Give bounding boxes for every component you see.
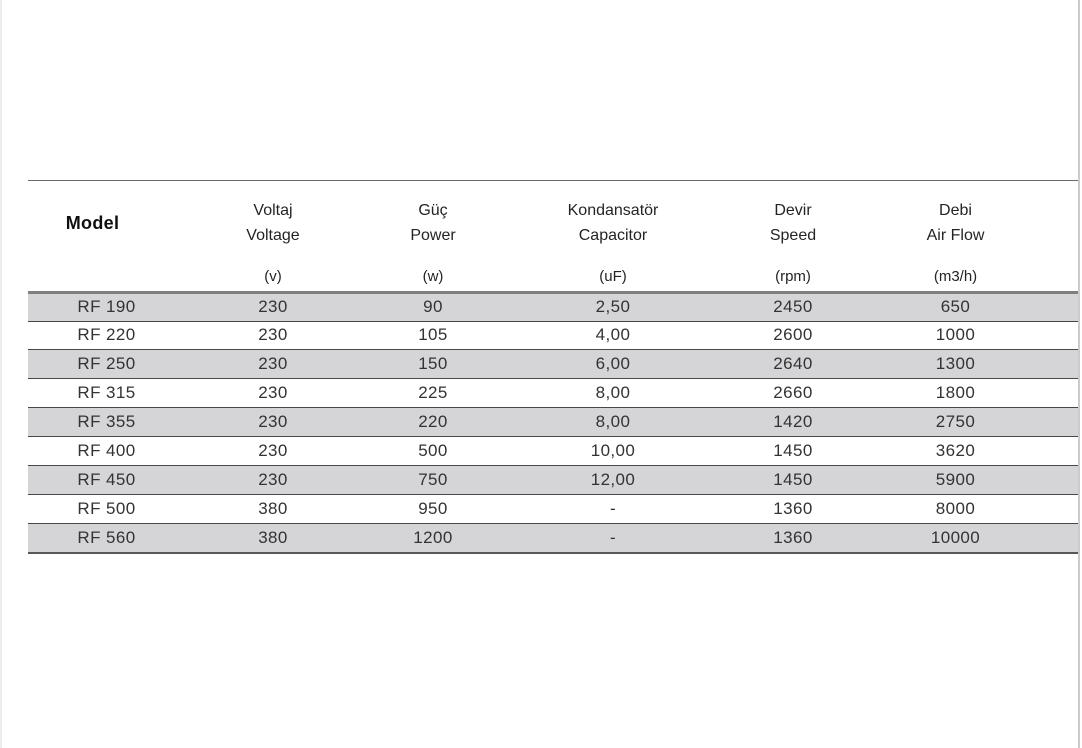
cell-capacitor: - xyxy=(609,527,617,547)
cell-power: 500 xyxy=(418,441,448,460)
cell-voltage: 230 xyxy=(258,297,288,317)
column-header-speed xyxy=(713,198,873,248)
cell-power: 90 xyxy=(423,297,443,317)
cell-airflow: 1800 xyxy=(935,383,976,403)
column-header-capacitor xyxy=(513,198,713,248)
cell-speed: 1420 xyxy=(773,412,813,432)
column-header-power xyxy=(353,198,513,248)
column-label: Devir xyxy=(774,202,812,219)
cell-speed: 2600 xyxy=(773,325,813,345)
table-row xyxy=(28,523,1078,552)
cell-model: RF 190 xyxy=(77,297,136,317)
cell-model: RF 220 xyxy=(77,325,136,345)
cell-voltage: 380 xyxy=(258,527,288,547)
cell-power: 220 xyxy=(418,412,448,432)
page-right-edge-line xyxy=(1078,0,1080,748)
table-row xyxy=(28,494,1078,523)
cell-speed: 2450 xyxy=(773,297,813,317)
cell-voltage: 230 xyxy=(258,412,288,432)
cell-capacitor: 10,00 xyxy=(590,441,636,460)
column-label-translation: Air Flow xyxy=(926,227,985,244)
cell-power: 1200 xyxy=(413,527,453,547)
cell-airflow: 10000 xyxy=(930,527,981,547)
cell-voltage: 230 xyxy=(258,441,288,460)
cell-model: RF 400 xyxy=(77,441,136,460)
cell-power: 105 xyxy=(418,325,448,345)
cell-model: RF 315 xyxy=(77,383,136,403)
cell-airflow: 650 xyxy=(940,297,971,317)
cell-speed: 2640 xyxy=(773,354,813,374)
cell-power: 750 xyxy=(418,469,448,489)
cell-airflow: 1300 xyxy=(935,354,976,374)
cell-model: RF 250 xyxy=(77,354,136,374)
cell-speed: 1360 xyxy=(773,498,813,518)
column-label: Kondansatör xyxy=(567,202,659,219)
column-header-airflow xyxy=(873,198,1078,248)
cell-power: 150 xyxy=(418,354,448,374)
table-row xyxy=(28,436,1078,465)
cell-speed: 1450 xyxy=(773,469,813,489)
cell-model: RF 560 xyxy=(77,527,136,547)
table-row xyxy=(28,321,1078,350)
column-label-translation: Power xyxy=(410,227,456,244)
table-body xyxy=(28,291,1078,554)
cell-voltage: 230 xyxy=(258,325,288,345)
table-row xyxy=(28,291,1078,321)
unit-power: (w) xyxy=(422,267,444,285)
cell-capacitor: 4,00 xyxy=(595,325,631,345)
cell-airflow: 5900 xyxy=(935,469,976,489)
cell-capacitor: 8,00 xyxy=(595,412,631,432)
column-label: Güç xyxy=(418,202,448,219)
cell-speed: 1450 xyxy=(773,441,813,460)
cell-speed: 2660 xyxy=(773,383,813,403)
cell-power: 950 xyxy=(418,498,448,518)
unit-speed: (rpm) xyxy=(775,267,811,285)
unit-voltage: (v) xyxy=(264,267,282,285)
column-label-translation: Speed xyxy=(769,227,817,244)
cell-airflow: 3620 xyxy=(935,441,976,460)
page-left-edge-line xyxy=(0,0,2,748)
table-row xyxy=(28,349,1078,378)
cell-capacitor: 2,50 xyxy=(595,297,631,317)
unit-airflow: (m3/h) xyxy=(933,267,978,285)
column-label-translation: Voltage xyxy=(246,227,300,244)
table-header-row xyxy=(28,181,1078,261)
cell-airflow: 8000 xyxy=(935,498,976,518)
cell-power: 225 xyxy=(418,383,448,403)
cell-capacitor: 8,00 xyxy=(595,383,631,403)
column-header-voltage xyxy=(193,198,353,248)
fan-spec-table xyxy=(28,180,1078,554)
table-row xyxy=(28,465,1078,494)
cell-capacitor: 6,00 xyxy=(595,354,631,374)
cell-voltage: 230 xyxy=(258,354,288,374)
cell-capacitor: 12,00 xyxy=(590,469,636,489)
column-header-model xyxy=(28,211,193,236)
cell-model: RF 450 xyxy=(77,469,136,489)
cell-model: RF 500 xyxy=(77,498,136,518)
column-label-translation: Capacitor xyxy=(578,227,648,244)
cell-airflow: 2750 xyxy=(935,412,976,432)
unit-capacitor: (uF) xyxy=(599,267,627,285)
cell-voltage: 230 xyxy=(258,383,288,403)
column-label: Voltaj xyxy=(253,202,293,219)
cell-airflow: 1000 xyxy=(935,325,976,345)
table-row xyxy=(28,378,1078,407)
cell-model: RF 355 xyxy=(77,412,136,432)
cell-voltage: 230 xyxy=(258,469,288,489)
column-label: Model xyxy=(65,212,120,233)
table-units-row xyxy=(28,261,1078,291)
cell-speed: 1360 xyxy=(773,527,813,547)
column-label: Debi xyxy=(939,202,972,219)
table-row xyxy=(28,407,1078,436)
cell-capacitor: - xyxy=(609,498,617,518)
cell-voltage: 380 xyxy=(258,498,288,518)
